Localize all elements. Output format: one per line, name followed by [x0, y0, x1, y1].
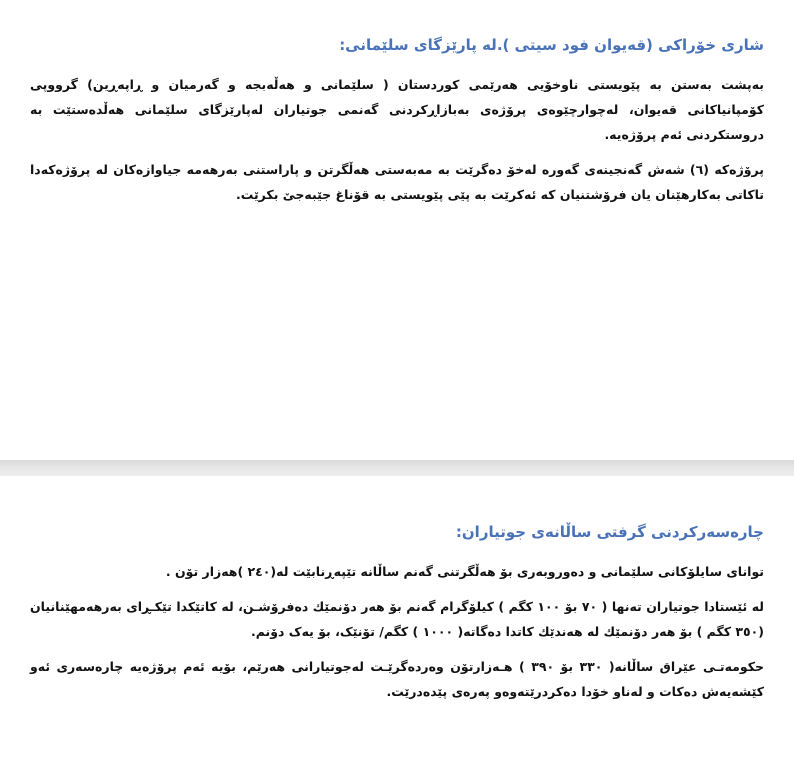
paragraph-project-background: بەپشت بەستن بە پێویستی ناوخۆیی هەرێمی کوردستان ( سلێمانی و هەڵەبجە و گەرمیان و ڕاپەڕین) گرووپی کۆمپانیاکانی قەیوان، لەچوارچێوەی پرۆژەی بەبازاڕکردنی گەنمی جوتیاران لەپارێزگای سلێمانی هەڵدەستێت بە دروستکردنی ئەم پرۆژەیە.	[30, 77, 764, 142]
page-separator	[0, 460, 794, 476]
paragraph-farmer-sales: لە ئێستادا جوتیاران تەنها ( ٧٠ بۆ ١٠٠ کگم ) کیلۆگرام گەنم بۆ هەر دۆنمێك دەفرۆشـن، لە کاتێکدا تێکـڕای بەرهەمهێنانیان (٣٥٠ کگم ) بۆ هەر دۆنمێك لە هەندێك کاتدا دەگاتە( ١٠٠٠ ) کگم/ تۆنێک، بۆ یەک دۆنم.	[30, 599, 765, 639]
paragraph-project-storage: پرۆژەکە (٦) شەش گەنجینەی گەورە لەخۆ دەگرێت بە مەبەستی هەڵگرتن و پاراستنی بەرهەمە جیاوازەکان لە پرۆژەکەدا تاکاتی بەکارهێنان یان فرۆشتنیان کە ئەکرێت بە پێی پێویستی بە قۆناغ جێبەجێ بکرێت.	[30, 162, 765, 202]
section-title-food-city: شاری خۆراکی (قەیوان فود سیتی ).لە پارێزگای سلێمانی:	[339, 36, 764, 54]
paragraph-government-purchase: حکومەتـی عێراق ساڵانە( ٣٣٠ بۆ ٣٩٠ ) هـەزارتۆن وەردەگرێـت لەجوتیارانی هەرێم، بۆیە ئەم پرۆژەیە چارەسەری ئەو کێشەیەش دەکات و لەناو خۆدا دەکردرێتەوەو پەرەی پێدەدرێت.	[30, 659, 765, 699]
section-food-city	[30, 34, 764, 217]
section-title-farmers-problem: چارەسەرکردنی گرفتی ساڵانەی جوتیاران:	[455, 523, 764, 541]
section-farmers-problem	[30, 521, 764, 714]
paragraph-silo-capacity: توانای سایلۆکانی سلێمانی و دەوروبەری بۆ هەڵگرتنی گەنم ساڵانە تێپەڕنابێت لە(٢٤٠ )هەزار تۆن .	[165, 564, 764, 579]
